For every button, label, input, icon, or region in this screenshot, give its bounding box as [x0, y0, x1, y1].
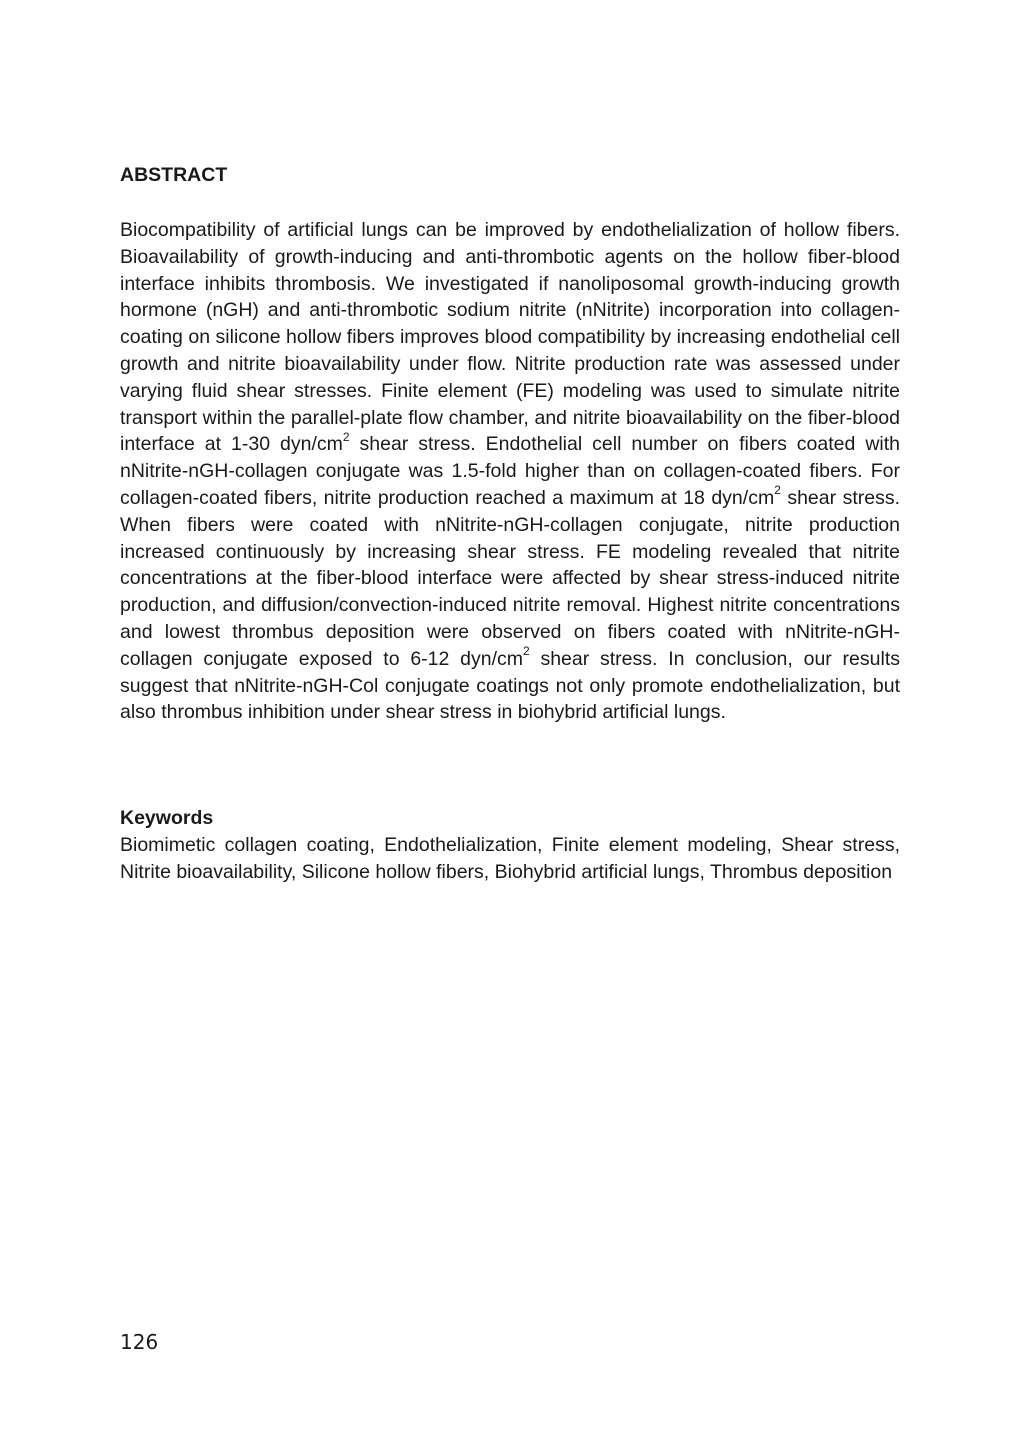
abstract-text-part: shear stress. When fibers were coated with nNitrite-nGH-collagen conjugate, nitrite production increased continuously by increasing shear stress. FE modeling revealed that nitrite concentrations at the fiber-blood interface were affected by shear stress-induced nitrite production, and diffusion/convection-induced nitrite removal. Highest nitrite concentrations and lowest thrombus deposition were observed on fibers coated with nNitrite-nGH-collagen conjugate exposed to 6-12 dyn/cm [120, 486, 900, 670]
abstract-text-part: shear stress. Endothelial cell number on fibers coated with nNitrite-nGH-collagen conjugate was 1.5-fold higher than on collagen-coated fibers. For collagen-coated fibers, nitrite production reached a maximum at 18 dyn/cm [120, 433, 900, 509]
superscript-exponent: 2 [774, 483, 781, 498]
abstract-body [120, 217, 900, 726]
page-number: 126 [120, 1330, 159, 1354]
keywords-list: Biomimetic collagen coating, Endothelialization, Finite element modeling, Shear stress, Nitrite bioavailability, Silicone hollow fibers, Biohybrid artificial lungs, Thrombus deposition [120, 834, 900, 883]
abstract-heading: ABSTRACT [120, 164, 228, 186]
superscript-exponent: 2 [522, 644, 530, 659]
abstract-text-part: shear stress. In conclusion, our results suggest that nNitrite-nGH-Col conjugate coatings not only promote endothelialization, but also thrombus inhibition under shear stress in biohybrid artificial lungs. [120, 647, 900, 724]
superscript-exponent: 2 [342, 429, 350, 444]
abstract-text-part: Biocompatibility of artificial lungs can be improved by endothelialization of hollow fibers. Bioavailability of growth-inducing and anti-thrombotic agents on the hollow fiber-blood interface inhibits thrombosis. We investigated if nanoliposomal growth-inducing growth hormone (nGH) and anti-thrombotic sodium nitrite (nNitrite) incorporation into collagen-coating on silicone hollow fibers improves blood compatibility by increasing endothelial cell growth and nitrite bioavailability under flow. Nitrite production rate was assessed under varying fluid shear stresses. Finite element (FE) modeling was used to simulate nitrite transport within the parallel-plate flow chamber, and nitrite bioavailability on the fiber-blood interface at 1-30 dyn/cm [120, 219, 900, 456]
keywords-heading: Keywords [120, 807, 214, 829]
